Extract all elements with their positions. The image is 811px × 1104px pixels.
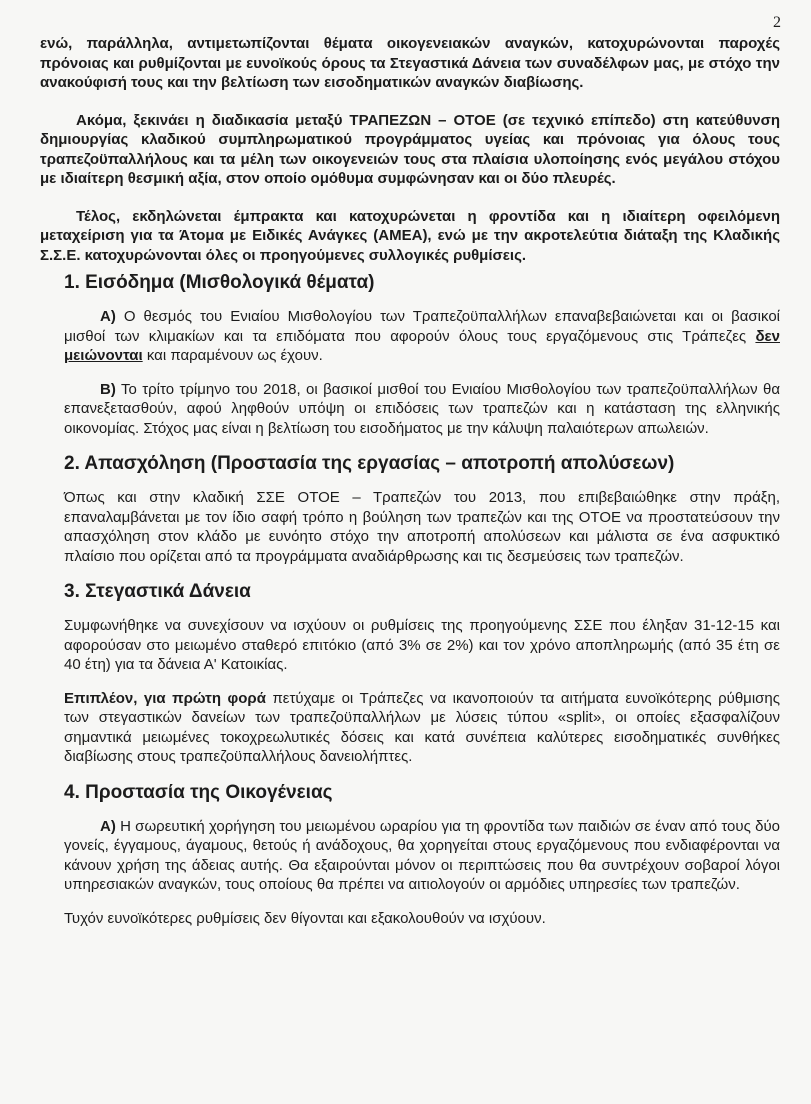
section-2-body — [40, 488, 780, 566]
section-4-paragraph-a — [64, 817, 780, 895]
section-1-label-b: Β) — [100, 380, 116, 398]
section-1-emphasis: δεν μειώνονται — [64, 327, 780, 364]
section-3-lead: Επιπλέον, για πρώτη φορά — [64, 689, 266, 707]
section-1-paragraph-b — [64, 380, 780, 439]
section-4-paragraph-2: Τυχόν ευνοϊκότερες ρυθμίσεις δεν θίγονται και εξακολουθούν να ισχύουν. — [64, 909, 546, 927]
section-3-heading: 3. Στεγαστικά Δάνεια — [64, 581, 251, 602]
intro-paragraph-1: ενώ, παράλληλα, αντιμετωπίζονται θέματα οικογενειακών αναγκών, κατοχυρώνονται παροχές πρόνοιας και ρυθμίζονται με ευνοϊκούς όρους τα Στεγαστικά Δάνεια των συναδέλφων μας, με στόχο την ανακούφισή τους και την βελτίωση των εισοδηματικών αναγκών διαβίωσης. — [40, 35, 780, 91]
section-1-label-a: Α) — [100, 308, 116, 325]
section-1-b-text: Το τρίτο τρίμηνο του 2018, οι βασικοί μισθοί του Ενιαίου Μισθολογίου των τραπεζοϋπαλλήλων θα επανεξετασθούν, αφού ληφθούν υπόψη οι επιδόσεις των τραπεζών και η κατάσταση της ελληνικής οικονομίας. Στόχος μας είναι η βελτίωση του εισοδήματος με την κάλυψη παλαιότερων απωλειών. — [64, 380, 780, 437]
section-2-heading: 2. Απασχόληση (Προστασία της εργασίας – αποτροπή απολύσεων) — [64, 453, 675, 474]
section-4-a-text: Η σωρευτική χορήγηση του μειωμένου ωραρίου για τη φροντίδα των παιδιών σε έναν από τους δύο γονείς, έγγαμους, άγαμους, θετούς ή ανάδοχους, θα χορηγείται στους εργαζόμενους που ενδιαφέρονται να κάνουν χρήση της άδειας αυτής. Θα εξαιρούνται μόνον οι περιπτώσεις που θα συντρέχουν σοβαροί λόγοι υπηρεσιακών αναγκών, τους οποίους θα πρέπει να αιτιολογούν οι αρμόδιες υπηρεσίες των τραπεζών. — [64, 817, 780, 893]
section-3-paragraph-1: Συμφωνήθηκε να συνεχίσουν να ισχύουν οι ρυθμίσεις της προηγούμενης ΣΣΕ που έληξαν 31-12-15 και αφορούσαν στο μειωμένο σταθερό επιτόκιο (από 3% σε 2%) και τον χρόνο αποπληρωμής (από 35 έτη σε 40 έτη) για τα δάνεια Α' Κατοικίας. — [64, 617, 780, 673]
intro-paragraph-3: Τέλος, εκδηλώνεται έμπρακτα και κατοχυρώνεται η φροντίδα και η ιδιαίτερη οφειλόμενη μεταχείριση για τα Άτομα με Ειδικές Ανάγκες (ΑΜΕΑ), ενώ με την ακροτελεύτια διάταξη της Κλαδικής Σ.Σ.Ε. κατοχυρώνονται όλες οι προηγούμενες συλλογικές ρυθμίσεις. — [40, 207, 780, 264]
section-1-a-text-2: και παραμένουν ως έχουν. — [142, 347, 323, 364]
section-1-body — [40, 307, 780, 438]
section-2-paragraph: Όπως και στην κλαδική ΣΣΕ ΟΤΟΕ – Τραπεζών του 2013, που επιβεβαιώθηκε στην πράξη, επαναλαμβάνεται με τον ίδιο σαφή τρόπο η βούληση των τραπεζών και της ΟΤΟΕ να προστατεύσουν την απασχόληση στον κλάδο με ευνόητο στόχο την αποτροπή απολύσεων και μάλιστα σε ένα ασφυκτικό πλαίσιο που ορίζεται από τα προγράμματα αναδιάρθρωσης και τις δεσμεύσεις των τραπεζών. — [64, 489, 780, 565]
section-3-text-2: πετύχαμε οι Τράπεζες να ικανοποιούν τα αιτήματα ευνοϊκότερης ρύθμισης των στεγαστικών δανείων των τραπεζοϋπαλλήλων με λύσεις τύπου «split», οι οποίες εξασφαλίζουν σημαντικά μειωμένες τοκοχρεωλυτικές δόσεις και κατά συνέπεια καλύτερες εισοδηματικές συνθήκες διαβίωσης στους τραπεζοϋπαλλήλους δανειολήπτες. — [64, 689, 780, 765]
section-3-paragraph-2 — [64, 689, 780, 767]
section-1-paragraph-a — [64, 307, 780, 366]
page-number: 2 — [773, 14, 781, 31]
section-1-heading: 1. Εισόδημα (Μισθολογικά θέματα) — [64, 272, 375, 293]
section-4-heading: 4. Προστασία της Οικογένειας — [64, 781, 333, 803]
section-3-body — [40, 616, 780, 767]
section-1-a-text-1: Ο θεσμός του Ενιαίου Μισθολογίου των Τραπεζοϋπαλλήλων επαναβεβαιώνεται και οι βασικοί μισθοί των κλιμακίων και τα επιδόματα που αφορούν όλους τους εργαζόμενους στις Τράπεζες — [64, 308, 780, 345]
intro-paragraph-2: Ακόμα, ξεκινάει η διαδικασία μεταξύ ΤΡΑΠΕΖΩΝ – ΟΤΟΕ (σε τεχνικό επίπεδο) στη κατεύθυνση δημιουργίας κλαδικού συμπληρωματικού προγράμματος υγείας και πρόνοιας για όλους τους τραπεζοϋπαλλήλους και τα μέλη των οικογενειών τους στα πλαίσια υλοποίησης ενός μεγάλου στόχου με ιδιαίτερη θεσμική αξία, στον οποίο ομόθυμα συμφώνησαν και οι δύο πλευρές. — [40, 111, 780, 187]
section-4-body — [40, 817, 780, 929]
section-4-label-a: Α) — [100, 817, 116, 835]
document-body — [40, 34, 780, 928]
